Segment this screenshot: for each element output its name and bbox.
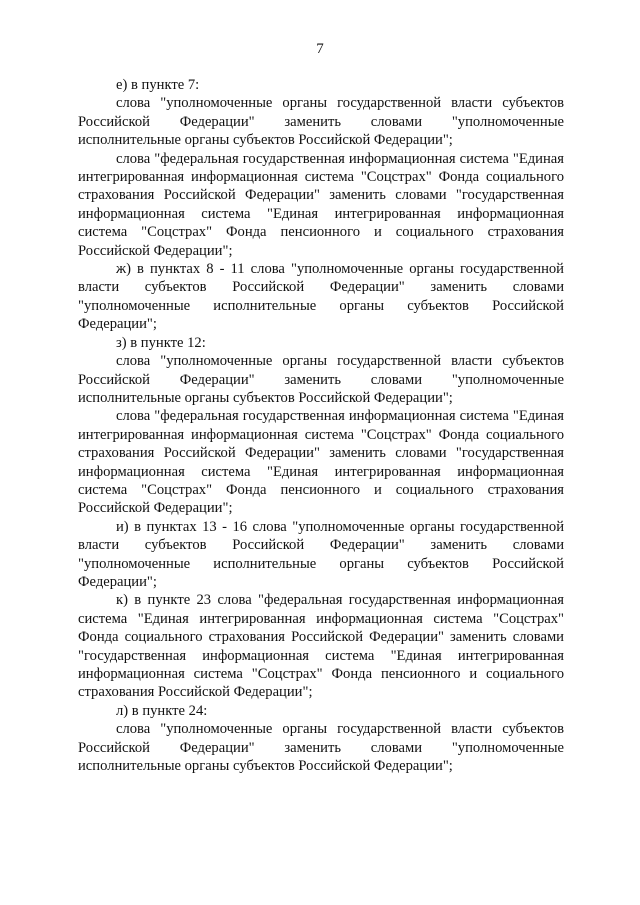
page-number: 7 [316,41,324,57]
paragraph-k: к) в пункте 23 слова "федеральная государственная информационная система "Единая интегрированная информационная система "Соцстрах" Фонда социального страхования Российской Федерации" заменить словами "государственная информационная система "Единая интегрированная информационная система "Соцстрах" Фонда пенсионного и социального страхования Российской Федерации"; [78,592,564,701]
paragraph-e: е) в пункте 7: [116,77,200,93]
paragraph-z: з) в пункте 12: [116,334,206,351]
paragraph-e-1: слова "уполномоченные органы государственной власти субъектов Российской Федерации" заменить словами "уполномоченные исполнительные органы субъектов Российской Федерации"; [78,95,564,149]
document-body [78,76,564,775]
paragraph-zh: ж) в пунктах 8 - 11 слова "уполномоченные органы государственной власти субъектов Российской Федерации" заменить словами "уполномоченные исполнительные органы субъектов Российской Федерации"; [78,261,564,333]
paragraph-i: и) в пунктах 13 - 16 слова "уполномоченные органы государственной власти субъектов Российской Федерации" заменить словами "уполномоченные исполнительные органы субъектов Российской Федерации"; [78,518,564,590]
paragraph-z-1: слова "уполномоченные органы государственной власти субъектов Российской Федерации" заменить словами "уполномоченные исполнительные органы субъектов Российской Федерации"; [78,353,564,406]
paragraph-l: л) в пункте 24: [116,702,208,719]
paragraph-z-2: слова "федеральная государственная информационная система "Единая интегрированная информационная система "Соцстрах" Фонда социального страхования Российской Федерации" заменить словами "государственная информационная система "Единая интегрированная информационная система "Соцстрах" Фонда пенсионного и социального страхования Российской Федерации"; [78,408,564,517]
paragraph-l-1: слова "уполномоченные органы государственной власти субъектов Российской Федерации" заменить словами "уполномоченные исполнительные органы субъектов Российской Федерации"; [78,721,564,775]
paragraph-e-2: слова "федеральная государственная информационная система "Единая интегрированная информационная система "Соцстрах" Фонда социального страхования Российской Федерации" заменить словами "государственная информационная система "Единая интегрированная информационная система "Соцстрах" Фонда пенсионного и социального страхования Российской Федерации"; [78,150,564,259]
